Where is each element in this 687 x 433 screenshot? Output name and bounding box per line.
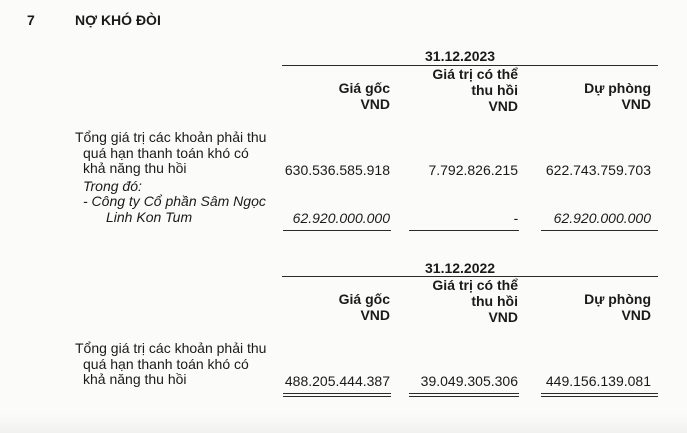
page-bottom-edge (0, 414, 687, 433)
total-recoverable-2023: 7.792.826.215 (428, 162, 518, 178)
double-underline-provision-2022-b (541, 396, 658, 397)
section-title: NỢ KHÓ ĐÒI (75, 12, 161, 28)
total-cost-2023: 630.536.585.918 (284, 162, 390, 178)
underline-provision-2023 (541, 230, 658, 231)
sub-cost-2023: 62.920.000.000 (292, 210, 390, 226)
in-which-label: Trong đó: (83, 178, 142, 194)
double-underline-provision-2022-a (541, 393, 658, 394)
double-underline-recoverable-2022-b (409, 396, 519, 397)
double-underline-recoverable-2022-a (409, 393, 519, 394)
column-header-cost-2023: Giá gốc VND (338, 80, 390, 112)
column-header-cost-2022: Giá gốc VND (338, 291, 390, 323)
column-header-recoverable-2023: Giá trị có thể thu hồi VND (432, 66, 518, 114)
period-header-2022: 31.12.2022 (425, 260, 496, 276)
column-header-recoverable-2022: Giá trị có thể thu hồi VND (432, 277, 518, 325)
total-cost-2022: 488.205.444.387 (284, 373, 390, 389)
double-underline-cost-2022-b (283, 396, 391, 397)
sub-provision-2023: 62.920.000.000 (553, 210, 651, 226)
row-label-total-2023: Tổng giá trị các khoản phải thu quá hạn thanh toán khó có khả năng thu hồi (75, 129, 267, 176)
sub-recoverable-2023: - (513, 210, 518, 226)
period-header-2023: 31.12.2023 (425, 48, 496, 64)
column-header-provision-2022: Dự phòng VND (584, 291, 651, 323)
underline-recoverable-2023 (409, 230, 519, 231)
total-provision-2023: 622.743.759.703 (545, 162, 651, 178)
section-number: 7 (27, 12, 35, 28)
row-label-total-2022: Tổng giá trị các khoản phải thu quá hạn thanh toán khó có khả năng thu hồi (75, 340, 267, 387)
double-underline-cost-2022-a (283, 393, 391, 394)
underline-cost-2023 (283, 230, 391, 231)
total-provision-2022: 449.156.139.081 (545, 373, 651, 389)
row-label-sub-2023: - Công ty Cổ phần Sâm Ngọc Linh Kon Tum (83, 193, 266, 225)
total-recoverable-2022: 39.049.305.306 (420, 373, 518, 389)
column-header-provision-2023: Dự phòng VND (584, 80, 651, 112)
